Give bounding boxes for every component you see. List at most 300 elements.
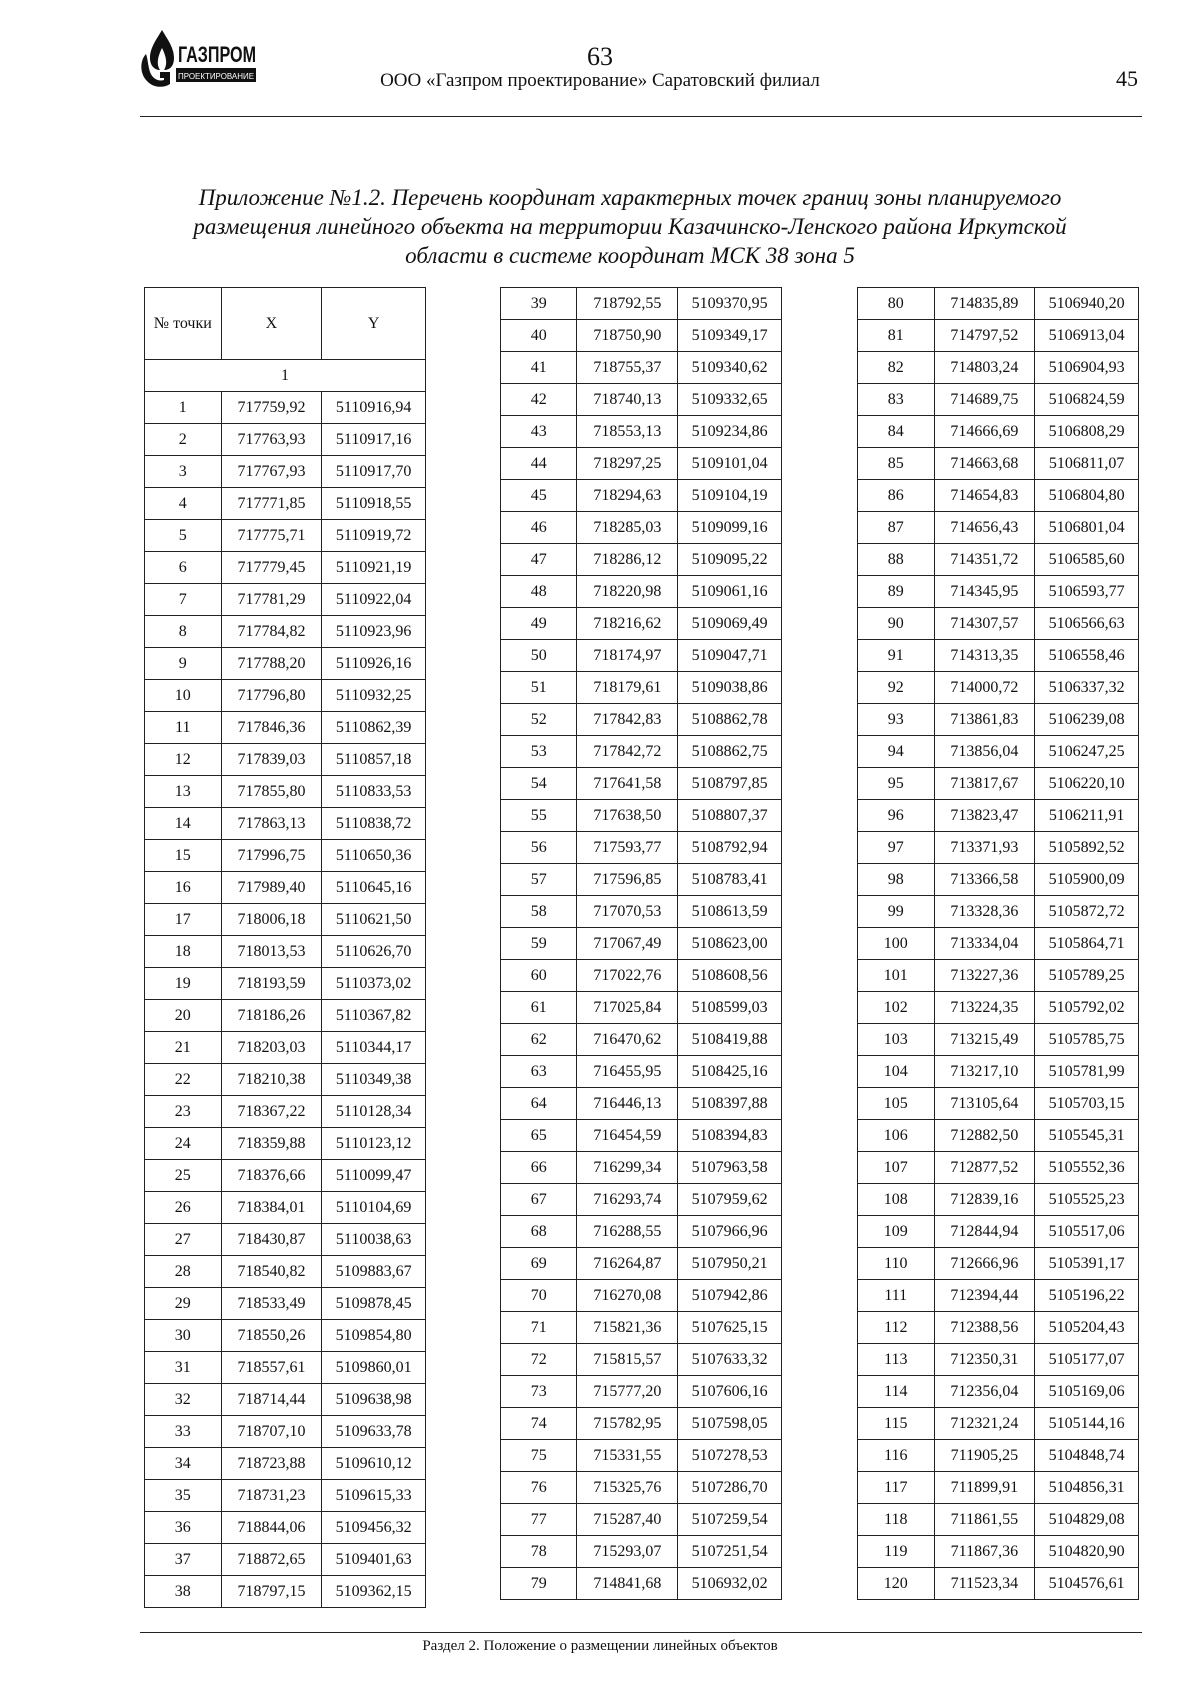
table-row [501,1440,782,1472]
table-row [145,616,426,648]
point-number: 117 [858,1472,935,1504]
table-row [145,1480,426,1512]
point-number: 39 [501,288,577,320]
y-coordinate: 5110923,96 [322,616,426,648]
y-coordinate: 5106804,80 [1035,480,1139,512]
x-coordinate: 716470,62 [577,1024,678,1056]
y-coordinate: 5108599,03 [678,992,782,1024]
x-coordinate: 714663,68 [934,448,1035,480]
x-coordinate: 715293,07 [577,1536,678,1568]
point-number: 33 [145,1416,222,1448]
table-row [501,1536,782,1568]
y-coordinate: 5105204,43 [1035,1312,1139,1344]
x-coordinate: 718367,22 [221,1096,322,1128]
y-coordinate: 5110344,17 [322,1032,426,1064]
x-coordinate: 718714,44 [221,1384,322,1416]
table-row [858,800,1139,832]
point-number: 95 [858,768,935,800]
x-coordinate: 711867,36 [934,1536,1035,1568]
y-coordinate: 5108792,94 [678,832,782,864]
point-number: 9 [145,648,222,680]
point-number: 3 [145,456,222,488]
y-coordinate: 5110645,16 [322,872,426,904]
y-coordinate: 5106808,29 [1035,416,1139,448]
y-coordinate: 5109332,65 [678,384,782,416]
y-coordinate: 5107251,54 [678,1536,782,1568]
table-row [858,288,1139,320]
y-coordinate: 5105517,06 [1035,1216,1139,1248]
point-number: 64 [501,1088,577,1120]
x-coordinate: 718731,23 [221,1480,322,1512]
point-number: 114 [858,1376,935,1408]
y-coordinate: 5110367,82 [322,1000,426,1032]
table-row [501,512,782,544]
point-number: 46 [501,512,577,544]
table-row [858,1472,1139,1504]
y-coordinate: 5109095,22 [678,544,782,576]
y-coordinate: 5110373,02 [322,968,426,1000]
table-row [501,1376,782,1408]
point-number: 44 [501,448,577,480]
table-row [145,1384,426,1416]
x-coordinate: 716455,95 [577,1056,678,1088]
x-coordinate: 717989,40 [221,872,322,904]
table-row [145,488,426,520]
y-coordinate: 5106211,91 [1035,800,1139,832]
table-row [145,872,426,904]
table-row [501,576,782,608]
x-coordinate: 716446,13 [577,1088,678,1120]
table-row [501,1408,782,1440]
point-number: 108 [858,1184,935,1216]
table-row [501,768,782,800]
y-coordinate: 5109101,04 [678,448,782,480]
point-number: 60 [501,960,577,992]
document-title: Приложение №1.2. Перечень координат характерных точек границ зоны планируемого размещения линейного объекта на территории Казачинско-Ленского района Иркутской области в системе координат МСК 38 зона 5 [193,185,1067,268]
x-coordinate: 717779,45 [221,552,322,584]
table-row [858,608,1139,640]
point-number: 74 [501,1408,577,1440]
point-number: 98 [858,864,935,896]
y-coordinate: 5108397,88 [678,1088,782,1120]
table-row [145,1320,426,1352]
table-row [145,680,426,712]
x-coordinate: 718553,13 [577,416,678,448]
x-coordinate: 711861,55 [934,1504,1035,1536]
table-row [858,640,1139,672]
x-coordinate: 718792,55 [577,288,678,320]
y-coordinate: 5104829,08 [1035,1504,1139,1536]
table-row [858,896,1139,928]
table-row [145,1352,426,1384]
x-coordinate: 718216,62 [577,608,678,640]
y-coordinate: 5109860,01 [322,1352,426,1384]
y-coordinate: 5109456,32 [322,1512,426,1544]
y-coordinate: 5106932,02 [678,1568,782,1600]
table-row [858,576,1139,608]
x-coordinate: 718376,66 [221,1160,322,1192]
point-number: 42 [501,384,577,416]
y-coordinate: 5108862,78 [678,704,782,736]
x-coordinate: 718430,87 [221,1224,322,1256]
x-coordinate: 716293,74 [577,1184,678,1216]
point-number: 28 [145,1256,222,1288]
x-coordinate: 714313,35 [934,640,1035,672]
y-coordinate: 5105169,06 [1035,1376,1139,1408]
y-coordinate: 5109362,15 [322,1576,426,1608]
x-coordinate: 711905,25 [934,1440,1035,1472]
table-row [145,1000,426,1032]
table-row [858,480,1139,512]
x-coordinate: 718220,98 [577,576,678,608]
group-label: 1 [145,360,426,392]
x-coordinate: 713817,67 [934,768,1035,800]
point-number: 51 [501,672,577,704]
x-coordinate: 717067,49 [577,928,678,960]
y-coordinate: 5110862,39 [322,712,426,744]
x-coordinate: 718210,38 [221,1064,322,1096]
y-coordinate: 5106558,46 [1035,640,1139,672]
y-coordinate: 5109878,45 [322,1288,426,1320]
y-coordinate: 5109047,71 [678,640,782,672]
table-row [858,1248,1139,1280]
y-coordinate: 5109370,95 [678,288,782,320]
point-number: 113 [858,1344,935,1376]
x-coordinate: 714307,57 [934,608,1035,640]
point-number: 11 [145,712,222,744]
point-number: 85 [858,448,935,480]
table-row [145,904,426,936]
point-number: 48 [501,576,577,608]
table-row [858,352,1139,384]
x-coordinate: 717641,58 [577,768,678,800]
table-row [501,1056,782,1088]
y-coordinate: 5110919,72 [322,520,426,552]
y-coordinate: 5105785,75 [1035,1024,1139,1056]
table-row [145,584,426,616]
table-row [858,1440,1139,1472]
table-row [501,800,782,832]
table-row [501,608,782,640]
point-number: 4 [145,488,222,520]
y-coordinate: 5108623,00 [678,928,782,960]
point-number: 56 [501,832,577,864]
point-number: 29 [145,1288,222,1320]
point-number: 26 [145,1192,222,1224]
x-coordinate: 715287,40 [577,1504,678,1536]
point-number: 12 [145,744,222,776]
x-coordinate: 714654,83 [934,480,1035,512]
x-coordinate: 718707,10 [221,1416,322,1448]
table-row [858,832,1139,864]
y-coordinate: 5108613,59 [678,896,782,928]
y-coordinate: 5110917,70 [322,456,426,488]
table-row [858,1568,1139,1600]
y-coordinate: 5106247,25 [1035,736,1139,768]
table-row [145,1064,426,1096]
table-row [501,896,782,928]
x-coordinate: 713366,58 [934,864,1035,896]
x-coordinate: 717767,93 [221,456,322,488]
table-row [145,840,426,872]
x-coordinate: 717996,75 [221,840,322,872]
logo-subtitle: ПРОЕКТИРОВАНИЕ [178,72,254,81]
x-coordinate: 718550,26 [221,1320,322,1352]
table-row [145,392,426,424]
header-x: X [221,288,322,360]
y-coordinate: 5110349,38 [322,1064,426,1096]
point-number: 15 [145,840,222,872]
table-row [858,1024,1139,1056]
x-coordinate: 711523,34 [934,1568,1035,1600]
y-coordinate: 5109401,63 [322,1544,426,1576]
point-number: 36 [145,1512,222,1544]
table-row [145,936,426,968]
table-row [145,1416,426,1448]
y-coordinate: 5110621,50 [322,904,426,936]
x-coordinate: 718203,03 [221,1032,322,1064]
table-row [501,1184,782,1216]
point-number: 89 [858,576,935,608]
x-coordinate: 714351,72 [934,544,1035,576]
point-number: 10 [145,680,222,712]
footer-section-label: Раздел 2. Положение о размещении линейных объектов [422,1638,778,1654]
point-number: 119 [858,1536,935,1568]
y-coordinate: 5109615,33 [322,1480,426,1512]
table-row [501,1248,782,1280]
point-number: 49 [501,608,577,640]
x-coordinate: 712321,24 [934,1408,1035,1440]
header-y: Y [322,288,426,360]
point-number: 86 [858,480,935,512]
x-coordinate: 718557,61 [221,1352,322,1384]
x-coordinate: 718285,03 [577,512,678,544]
y-coordinate: 5107966,96 [678,1216,782,1248]
point-number: 50 [501,640,577,672]
y-coordinate: 5105872,72 [1035,896,1139,928]
y-coordinate: 5110922,04 [322,584,426,616]
x-coordinate: 718013,53 [221,936,322,968]
table-row [501,1568,782,1600]
table-row [145,1512,426,1544]
table-row [501,320,782,352]
y-coordinate: 5104856,31 [1035,1472,1139,1504]
header-divider [140,116,1142,117]
x-coordinate: 716454,59 [577,1120,678,1152]
table-row [501,864,782,896]
table-row [501,832,782,864]
point-number: 68 [501,1216,577,1248]
y-coordinate: 5105900,09 [1035,864,1139,896]
table-row [501,1216,782,1248]
organization-name: ООО «Газпром проектирование» Саратовский филиал [380,70,820,91]
y-coordinate: 5106566,63 [1035,608,1139,640]
y-coordinate: 5110128,34 [322,1096,426,1128]
logo-wordmark: ГАЗПРОМ [178,42,256,67]
y-coordinate: 5105391,17 [1035,1248,1139,1280]
x-coordinate: 714841,68 [577,1568,678,1600]
table-row [501,288,782,320]
x-coordinate: 712844,94 [934,1216,1035,1248]
y-coordinate: 5106593,77 [1035,576,1139,608]
y-coordinate: 5105864,71 [1035,928,1139,960]
point-number: 94 [858,736,935,768]
y-coordinate: 5110123,12 [322,1128,426,1160]
point-number: 105 [858,1088,935,1120]
point-number: 31 [145,1352,222,1384]
point-number: 81 [858,320,935,352]
x-coordinate: 717759,92 [221,392,322,424]
table-row [145,712,426,744]
point-number: 27 [145,1224,222,1256]
y-coordinate: 5108425,16 [678,1056,782,1088]
table-row [145,1256,426,1288]
point-number: 99 [858,896,935,928]
table-row [858,416,1139,448]
x-coordinate: 718179,61 [577,672,678,704]
y-coordinate: 5108783,41 [678,864,782,896]
y-coordinate: 5104820,90 [1035,1536,1139,1568]
table-row [858,992,1139,1024]
page-number: 63 [587,42,613,71]
x-coordinate: 713371,93 [934,832,1035,864]
x-coordinate: 714666,69 [934,416,1035,448]
table-row [858,1088,1139,1120]
x-coordinate: 718797,15 [221,1576,322,1608]
x-coordinate: 716288,55 [577,1216,678,1248]
point-number: 77 [501,1504,577,1536]
point-number: 17 [145,904,222,936]
x-coordinate: 715821,36 [577,1312,678,1344]
y-coordinate: 5107959,62 [678,1184,782,1216]
point-number: 23 [145,1096,222,1128]
coordinates-table-3 [857,287,1139,1600]
y-coordinate: 5105144,16 [1035,1408,1139,1440]
point-number: 14 [145,808,222,840]
point-number: 93 [858,704,935,736]
table-row [145,1576,426,1608]
x-coordinate: 714797,52 [934,320,1035,352]
table-row [858,672,1139,704]
table-row [858,448,1139,480]
point-number: 78 [501,1536,577,1568]
table-row [145,1192,426,1224]
point-number: 22 [145,1064,222,1096]
table-row [145,968,426,1000]
table-row [858,1280,1139,1312]
y-coordinate: 5105892,52 [1035,832,1139,864]
table-row [501,416,782,448]
y-coordinate: 5110926,16 [322,648,426,680]
table-row [145,1032,426,1064]
table-row [858,1408,1139,1440]
y-coordinate: 5109340,62 [678,352,782,384]
table-row [501,704,782,736]
x-coordinate: 711899,91 [934,1472,1035,1504]
table-row [501,352,782,384]
x-coordinate: 714000,72 [934,672,1035,704]
table-row [501,1120,782,1152]
table-row [858,1504,1139,1536]
y-coordinate: 5109104,19 [678,480,782,512]
x-coordinate: 712356,04 [934,1376,1035,1408]
y-coordinate: 5107625,15 [678,1312,782,1344]
point-number: 6 [145,552,222,584]
y-coordinate: 5109099,16 [678,512,782,544]
x-coordinate: 717842,72 [577,736,678,768]
table-row [501,544,782,576]
x-coordinate: 712877,52 [934,1152,1035,1184]
x-coordinate: 717593,77 [577,832,678,864]
y-coordinate: 5108797,85 [678,768,782,800]
x-coordinate: 718286,12 [577,544,678,576]
table-row [145,1448,426,1480]
table-row [858,1376,1139,1408]
point-number: 47 [501,544,577,576]
point-number: 102 [858,992,935,1024]
table-row [858,960,1139,992]
y-coordinate: 5109069,49 [678,608,782,640]
x-coordinate: 716264,87 [577,1248,678,1280]
footer-divider [140,1632,1142,1633]
point-number: 90 [858,608,935,640]
table-header-row [145,288,426,360]
x-coordinate: 713856,04 [934,736,1035,768]
y-coordinate: 5105789,25 [1035,960,1139,992]
x-coordinate: 717025,84 [577,992,678,1024]
point-number: 19 [145,968,222,1000]
x-coordinate: 717638,50 [577,800,678,832]
x-coordinate: 713215,49 [934,1024,1035,1056]
point-number: 116 [858,1440,935,1472]
table-row [858,1056,1139,1088]
y-coordinate: 5104848,74 [1035,1440,1139,1472]
table-row [501,1024,782,1056]
point-number: 111 [858,1280,935,1312]
header-point-number: № точки [145,288,222,360]
y-coordinate: 5106811,07 [1035,448,1139,480]
y-coordinate: 5109038,86 [678,672,782,704]
y-coordinate: 5107598,05 [678,1408,782,1440]
table-row [858,1120,1139,1152]
point-number: 97 [858,832,935,864]
table-row [145,808,426,840]
y-coordinate: 5110650,36 [322,840,426,872]
x-coordinate: 712666,96 [934,1248,1035,1280]
y-coordinate: 5106940,20 [1035,288,1139,320]
point-number: 92 [858,672,935,704]
x-coordinate: 718297,25 [577,448,678,480]
point-number: 109 [858,1216,935,1248]
y-coordinate: 5110921,19 [322,552,426,584]
x-coordinate: 713328,36 [934,896,1035,928]
x-coordinate: 714345,95 [934,576,1035,608]
x-coordinate: 717022,76 [577,960,678,992]
y-coordinate: 5109234,86 [678,416,782,448]
x-coordinate: 718755,37 [577,352,678,384]
point-number: 55 [501,800,577,832]
table-row [501,448,782,480]
y-coordinate: 5107942,86 [678,1280,782,1312]
x-coordinate: 713823,47 [934,800,1035,832]
point-number: 69 [501,1248,577,1280]
x-coordinate: 718294,63 [577,480,678,512]
x-coordinate: 718723,88 [221,1448,322,1480]
table-row [501,1504,782,1536]
x-coordinate: 716270,08 [577,1280,678,1312]
table-row [501,640,782,672]
point-number: 62 [501,1024,577,1056]
